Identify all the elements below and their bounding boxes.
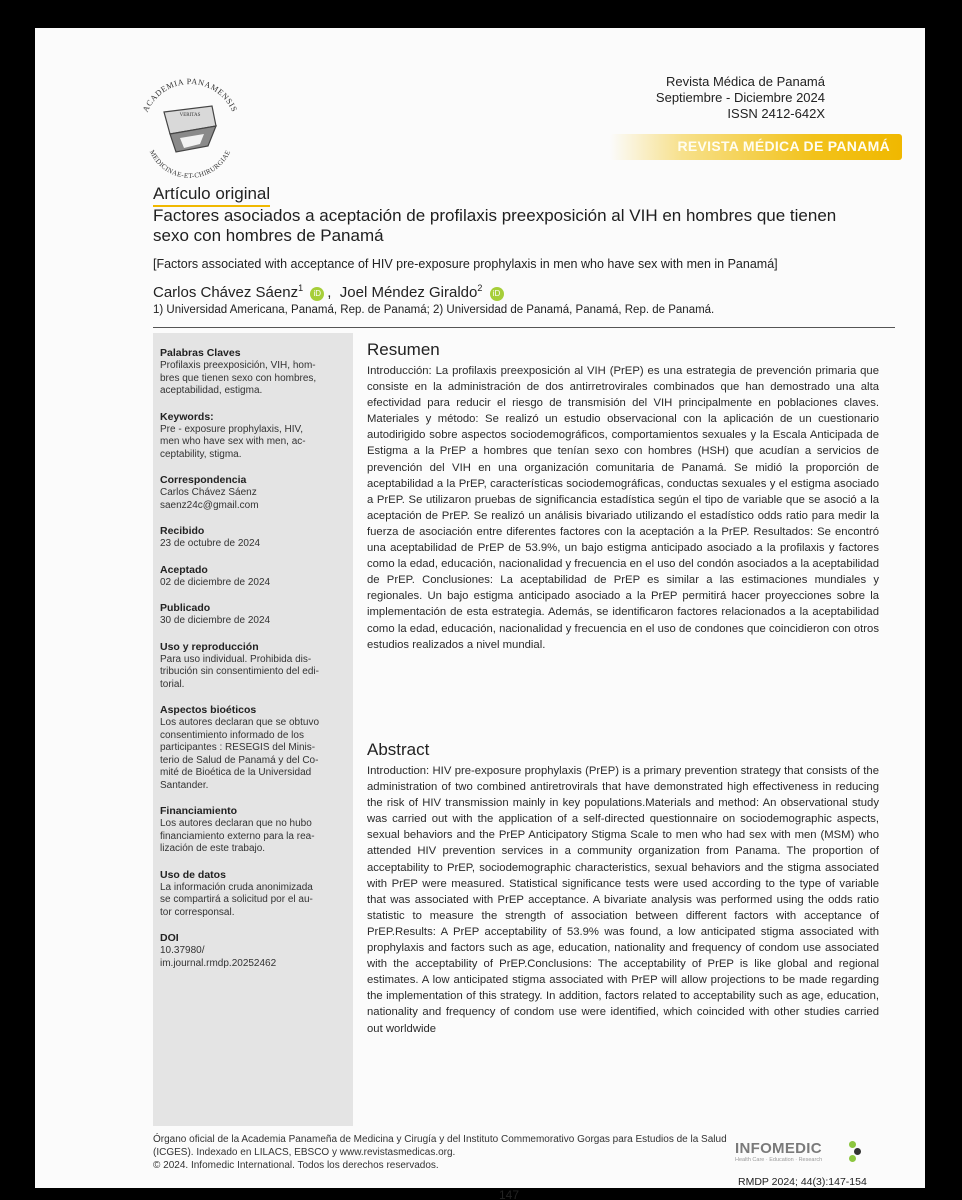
journal-banner (610, 134, 902, 160)
author-affiliation-mark: 1 (298, 283, 304, 293)
sidebar-text: men who have sex with men, ac- (160, 436, 306, 447)
sidebar-heading: Financiamiento (160, 805, 238, 817)
infomedic-brand: INFOMEDIC (735, 1140, 822, 1157)
sidebar-text: Pre - exposure prophylaxis, HIV, (160, 423, 304, 435)
sidebar-text: bres que tienen sexo con hombres, (160, 372, 317, 384)
sidebar-heading: Publicado (160, 602, 211, 614)
sidebar-text: tribución sin consentimiento del edi- (160, 666, 319, 677)
orcid-icon[interactable]: iD (310, 287, 324, 301)
author-list (153, 283, 507, 301)
journal-issn: ISSN 2412-642X (727, 106, 825, 121)
sidebar-text: Profilaxis preexposición, VIH, hom- (160, 360, 316, 371)
resumen-title: Resumen (367, 340, 440, 359)
sidebar-text: participantes : RESEGIS del Minis- (160, 742, 316, 753)
svg-text:MEDICINAE-ET-CHIRURGIAE (148, 149, 232, 178)
academy-logo (130, 68, 250, 178)
article-title-es: Factores asociados a aceptación de profilaxis preexposición al VIH en hombres que tienen sexo con hombres de Panamá (153, 206, 837, 245)
abstract-section (367, 740, 879, 1037)
journal-banner-text: REVISTA MÉDICA DE PANAMÁ (677, 138, 890, 154)
infomedic-logo (735, 1140, 822, 1163)
author-name: Carlos Chávez Sáenz (153, 284, 299, 301)
sidebar-block (160, 704, 347, 792)
sidebar-block (160, 347, 347, 398)
sidebar-text: La información cruda anonimizada (160, 881, 313, 893)
sidebar-heading: Aspectos bioéticos (160, 704, 257, 716)
sidebar-heading: DOI (160, 932, 179, 944)
sidebar-text: mité de Bioética de la Universidad (160, 767, 312, 778)
sidebar-block (160, 564, 347, 590)
footer-official-note: Órgano oficial de la Academia Panameña de Medicina y Cirugía y del Instituto Commemorativo Gorgas para Estudios de la Salud (ICGES). Indexado en LILACS, EBSCO y www.revistasmedicas.org. (153, 1134, 727, 1158)
logo-arc-top: ACADEMIA PANAMENSIS (140, 76, 240, 114)
abstract-title: Abstract (367, 740, 430, 759)
header-divider (153, 327, 895, 328)
sidebar-text: Los autores declaran que se obtuvo (160, 717, 319, 728)
sidebar-text: consentimiento informado de los (160, 729, 304, 741)
citation-line: RMDP 2024; 44(3):147-154 (738, 1176, 867, 1188)
author-name: Joel Méndez Giraldo (339, 284, 478, 301)
footer-note (153, 1133, 753, 1172)
sidebar-text: ceptability, stigma. (160, 448, 242, 460)
infomedic-tagline: Health Care · Education · Research (735, 1157, 823, 1163)
sidebar-text: torial. (160, 678, 185, 690)
sidebar-text: aceptabilidad, estigma. (160, 385, 263, 396)
affiliations: 1) Universidad Americana, Panamá, Rep. de Panamá; 2) Universidad de Panamá, Panamá, Rep. de Panamá. (153, 304, 715, 316)
sidebar-text: tor corresponsal. (160, 906, 235, 918)
sidebar-block (160, 641, 347, 692)
sidebar-heading: Correspondencia (160, 474, 247, 486)
sidebar-text: terio de Salud de Panamá y del Co- (160, 754, 319, 766)
logo-arc-bottom: MEDICINAE-ET-CHIRURGIAE (147, 148, 233, 178)
sidebar-block (160, 525, 347, 551)
sidebar-block (160, 411, 347, 462)
author-affiliation-mark: 2 (477, 283, 483, 293)
svg-text:ACADEMIA PANAMENSIS (141, 77, 239, 114)
sidebar-block (160, 474, 347, 512)
journal-name: Revista Médica de Panamá (666, 74, 825, 89)
orcid-icon[interactable]: iD (490, 287, 504, 301)
journal-issue: Septiembre - Diciembre 2024 (655, 90, 825, 105)
sidebar-text[interactable]: im.journal.rmdp.20252462 (160, 957, 277, 969)
article-info-sidebar (153, 333, 353, 1126)
sidebar-heading: Recibido (160, 525, 205, 537)
sidebar-text: 23 de octubre de 2024 (160, 538, 261, 549)
sidebar-text: 30 de diciembre de 2024 (160, 615, 271, 626)
page-number: 147 (499, 1188, 520, 1200)
sidebar-text: Santander. (160, 779, 209, 791)
sidebar-text: Carlos Chávez Sáenz (160, 487, 257, 498)
sidebar-text: 02 de diciembre de 2024 (160, 576, 271, 588)
sidebar-block (160, 602, 347, 628)
author-separator: , (327, 284, 332, 301)
sidebar-text[interactable]: 10.37980/ (160, 945, 205, 956)
footer-copyright: © 2024. Infomedic International. Todos los derechos reservados. (153, 1160, 439, 1171)
sidebar-heading: Palabras Claves (160, 347, 241, 359)
journal-meta (656, 74, 825, 122)
sidebar-text: Para uso individual. Prohibida dis- (160, 653, 312, 665)
main-content (367, 340, 879, 1035)
sidebar-block (160, 869, 347, 920)
sidebar-text: Los autores declaran que no hubo (160, 818, 312, 829)
resumen-section (367, 340, 879, 653)
sidebar-heading: Keywords: (160, 410, 214, 423)
sidebar-text: se compartirá a solicitud por el au- (160, 894, 313, 905)
sidebar-heading: Uso y reproducción (160, 640, 259, 653)
sidebar-heading: Uso de datos (160, 868, 226, 881)
sidebar-text: lización de este trabajo. (160, 843, 266, 854)
article-title-en: [Factors associated with acceptance of HIV pre-exposure prophylaxis in men who have sex with men in Panamá] (153, 257, 778, 271)
abstract-body: Introduction: HIV pre-exposure prophylaxis (PrEP) is a primary prevention strategy that consists of the administration of two combined antiretrovirals that have demonstrated high effectiveness in reducing the risk of HIV transmission mainly in key populations.Materials and method: An observational study was carried out with the application of a self-directed questionnaire on sociodemographic aspects, sexual behaviors and the PrEP Anticipatory Stigma Scale to men who had sex with men (MSM) who attended HIV prevention services in a community organization from Panama. The proportion of acceptability to PrEP, sociodemographic characteristics, sexual behaviors and the stigma associated with PrEP were measured. Statistical significance tests were used according to the type of variable that was associated with PrEP acceptance. A bivariate analysis was performed using the odds ratio statistic to measure the strength of association between different factors with acceptance of PrEP.Results: A PrEP acceptability of 53.9% was found, a low anticipated stigma associated with prophylaxis and factors such as age, education, nationality and frequency of condom use associated with the acceptability of PrEP.Conclusions: The acceptability of PrEP is like global and regional estimates. A low anticipated stigma associated with PrEP will allow projections to be made regarding the implementation of this strategy. In addition, factors related to acceptability such as age, education, nationality and frequency of condom use were identified, which coincided with other studies carried out worldwide (367, 765, 879, 1035)
sidebar-text: financiamiento externo para la rea- (160, 830, 315, 842)
sidebar-text[interactable]: saenz24c@gmail.com (160, 499, 259, 511)
article-page (35, 28, 925, 1200)
logo-shield-text: VERITAS (179, 113, 201, 118)
sidebar-heading: Aceptado (160, 563, 208, 576)
sidebar-block (160, 805, 347, 856)
resumen-body: Introducción: La profilaxis preexposición al VIH (PrEP) es una estrategia de prevención primaria que consiste en la administración de dos antirretrovirales combinados que han demostrado una alta efectividad para reducir el riesgo de transmisión del VIH principalmente en poblaciones claves. Materiales y método: Se realizó un estudio observacional con la aplicación de un cuestionario autodirigido sobre aspectos sociodemográficos, comportamientos sexuales y la Escala Anticipada de Estigma a la PrEP a hombres que tenían sexo con hombres (HSH) que acudían a servicios de prevención del VIH en una organización comunitaria de Panamá. Se midió la proporción de aceptabilidad a la PrEP, características sociodemográficas, conductas sexuales y el estigma asociado a PrEP. Se utilizaron pruebas de significancia estadística según el tipo de variable que se asoció a la aceptación de PrEP. Se realizó un análisis bivariado utilizando el estadístico odds ratio para medir la fuerza de asociación entre diferentes factores con la aceptación a la PrEP. Resultados: Se encontró una aceptabilidad de PrEP de 53.9%, un bajo estigma anticipado asociado a la profilaxis y factores como la edad, educación, nacionalidad y frecuencia en el uso del condón asociados a la aceptabilidad de PrEP. Conclusiones: La aceptabilidad de PrEP es similar a las estimaciones mundiales y regionales. Un bajo estigma anticipado asociado a la PrEP permitirá hacer proyecciones sobre la implementación de esta estrategia. Además, se identificaron factores relacionados a la aceptabilidad como la edad, educación, nacionalidad y frecuencia en el uso de condones que coincidieron con otros estudios realizados a nivel mundial. (367, 365, 879, 651)
article-type: Artículo original (153, 184, 270, 207)
sidebar-block (160, 932, 347, 970)
